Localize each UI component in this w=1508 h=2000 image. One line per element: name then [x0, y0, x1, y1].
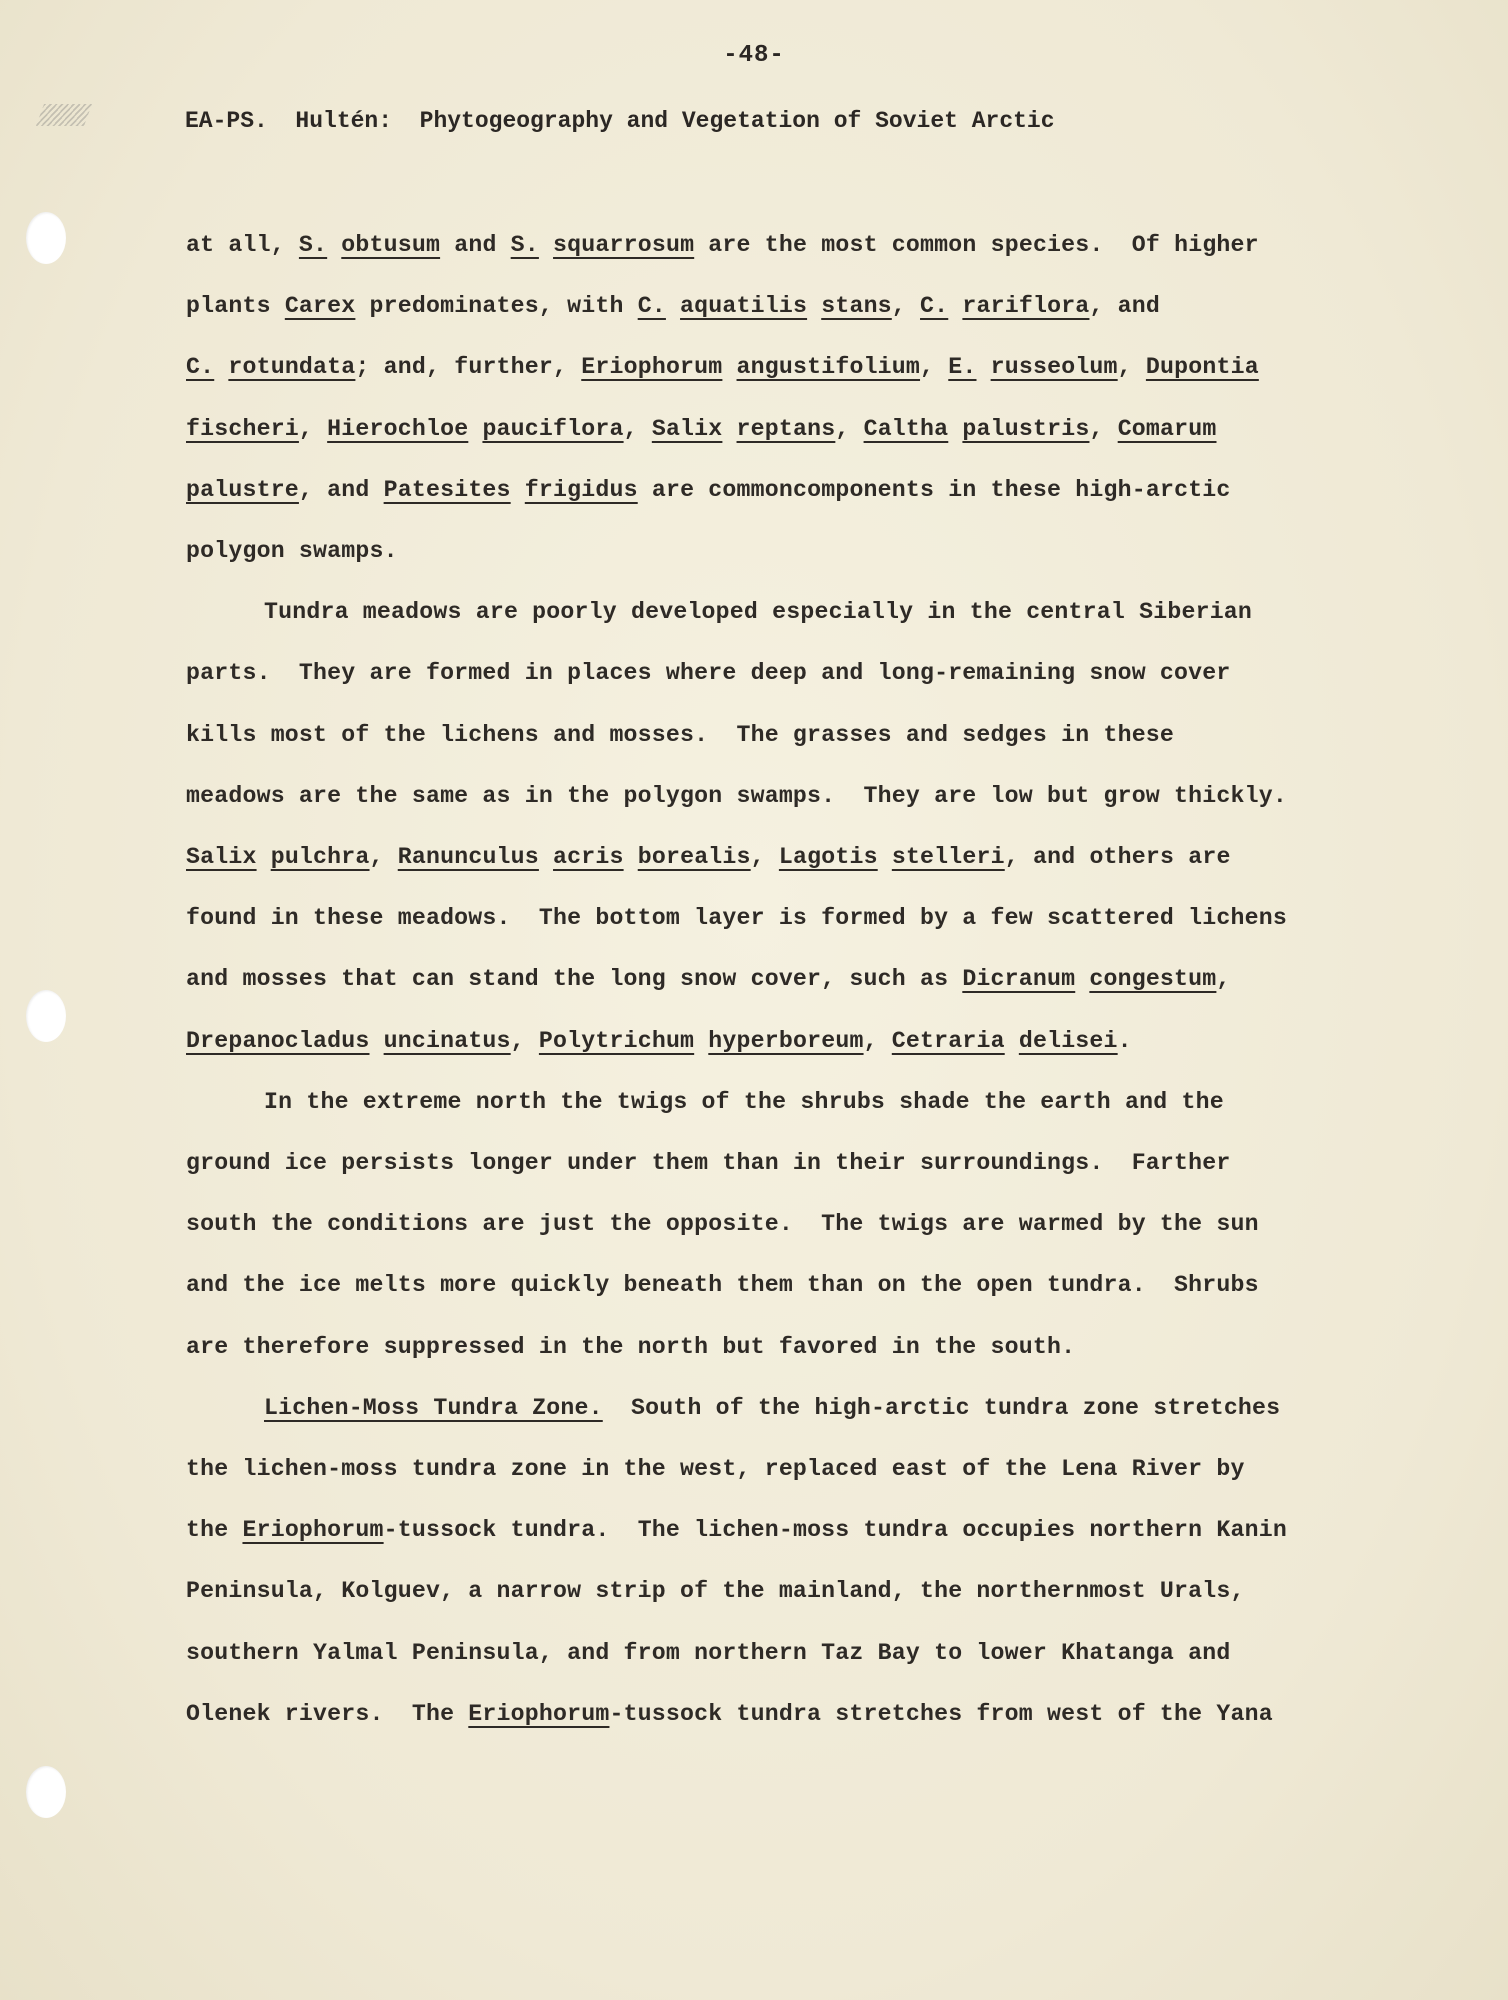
text-line — [186, 783, 1287, 809]
text-segment: -tussock tundra stretches from west of the Yana — [609, 1700, 1273, 1727]
text-line — [186, 293, 1160, 319]
underlined-term: borealis — [637, 844, 751, 870]
text-segment — [666, 293, 680, 319]
punch-hole — [26, 1766, 66, 1818]
underlined-term: Drepanocladus — [186, 1027, 370, 1054]
text-segment: ground ice persists longer under them than in their surroundings. Farther — [186, 1150, 1231, 1176]
underlined-term: rotundata — [228, 354, 356, 381]
text-line — [264, 1395, 1280, 1421]
underlined-term: Eriophorum — [242, 1517, 384, 1544]
text-segment: Olenek rivers. The — [186, 1700, 469, 1727]
text-line — [186, 1456, 1245, 1482]
underlined-term: obtusum — [341, 232, 441, 258]
underlined-term: Caltha — [863, 415, 949, 442]
underlined-term: frigidus — [524, 476, 638, 503]
underlined-term: S. — [298, 232, 328, 258]
text-segment — [370, 1028, 384, 1054]
underlined-term: Cetraria — [891, 1027, 1005, 1054]
text-line — [186, 966, 1231, 992]
underlined-term: palustre — [186, 476, 299, 503]
text-segment: parts. They are formed in places where deep and long-remaining snow cover — [186, 660, 1231, 687]
text-segment: the lichen-moss tundra zone in the west, replaced east of the Lena River by — [186, 1456, 1245, 1482]
text-segment — [468, 416, 482, 442]
text-segment: , — [298, 415, 328, 442]
text-segment: , — [1216, 966, 1231, 993]
underlined-term: stelleri — [891, 844, 1005, 870]
text-line — [186, 1150, 1231, 1176]
text-segment: , — [1117, 354, 1146, 381]
underlined-term: reptans — [736, 415, 836, 442]
underlined-term: russeolum — [990, 354, 1118, 381]
underlined-term: pulchra — [270, 844, 370, 870]
punch-hole — [26, 990, 66, 1042]
text-segment: , — [750, 844, 779, 870]
underlined-term: Dupontia — [1145, 354, 1259, 381]
text-line — [186, 1211, 1259, 1237]
text-segment: . — [1117, 1027, 1132, 1054]
text-segment: ; and, further, — [355, 354, 582, 381]
underlined-term: rariflora — [962, 293, 1090, 320]
underlined-term: Lichen-Moss Tundra Zone. — [264, 1394, 603, 1421]
text-segment: south the conditions are just the opposite. The twigs are warmed by the sun — [186, 1211, 1259, 1238]
text-line — [186, 1334, 1075, 1360]
underlined-term: squarrosum — [553, 232, 695, 258]
underlined-term: angustifolium — [736, 354, 921, 381]
underlined-term: Patesites — [383, 476, 511, 503]
text-segment: , — [891, 293, 921, 320]
text-segment — [948, 416, 962, 442]
text-line — [186, 660, 1231, 686]
underlined-term: Eriophorum — [581, 354, 723, 381]
text-segment: , — [1089, 415, 1118, 442]
text-segment: -tussock tundra. The lichen-moss tundra occupies northern Kanin — [383, 1517, 1287, 1544]
underlined-term: acris — [553, 844, 624, 870]
text-segment: , — [369, 844, 398, 870]
underlined-term: Comarum — [1117, 415, 1217, 442]
text-line — [264, 1089, 1224, 1115]
text-line — [186, 905, 1287, 931]
underlined-term: uncinatus — [383, 1027, 511, 1054]
text-line — [186, 1517, 1287, 1543]
text-segment: , — [623, 415, 652, 442]
underlined-term: fischeri — [186, 415, 299, 442]
underlined-term: Salix — [186, 844, 257, 870]
text-segment — [214, 354, 228, 380]
text-line — [186, 354, 1259, 380]
text-segment: found in these meadows. The bottom layer is formed by a few scattered lichens — [186, 905, 1287, 932]
underlined-term: stans — [821, 293, 892, 320]
text-segment: Tundra meadows are poorly developed especially in the central Siberian — [264, 599, 1253, 626]
underlined-term: palustris — [962, 415, 1090, 442]
text-segment: , — [510, 1027, 539, 1054]
text-segment: the — [186, 1517, 243, 1544]
underlined-term: Hierochloe — [327, 415, 469, 442]
underlined-term: pauciflora — [482, 415, 624, 442]
text-segment: plants — [186, 293, 285, 320]
text-segment — [878, 844, 892, 870]
text-segment — [948, 293, 962, 319]
text-line — [186, 1701, 1273, 1727]
text-segment — [539, 844, 553, 870]
text-segment — [977, 354, 991, 380]
text-line — [186, 1640, 1231, 1666]
text-line — [186, 538, 398, 564]
text-segment: , — [863, 1027, 892, 1054]
text-segment: , — [920, 354, 949, 381]
underlined-term: aquatilis — [680, 293, 808, 320]
text-segment — [624, 844, 638, 870]
text-segment: at all, — [186, 232, 299, 258]
underlined-term: Eriophorum — [468, 1700, 610, 1727]
text-line — [186, 1028, 1132, 1054]
text-segment — [539, 232, 553, 258]
underlined-term: Dicranum — [962, 966, 1076, 993]
text-segment — [722, 354, 736, 380]
underlined-term: C. — [920, 293, 949, 320]
text-segment: , — [835, 415, 864, 442]
text-line — [186, 722, 1174, 748]
text-line — [186, 477, 1231, 503]
text-segment: and the ice melts more quickly beneath them than on the open tundra. Shrubs — [186, 1272, 1259, 1299]
text-segment: , and others are — [1004, 844, 1231, 870]
text-line — [186, 1272, 1259, 1298]
text-segment: are therefore suppressed in the north but favored in the south. — [186, 1333, 1076, 1360]
text-segment — [1005, 1028, 1019, 1054]
text-line — [186, 416, 1217, 442]
text-segment: meadows are the same as in the polygon swamps. They are low but grow thickly. — [186, 782, 1287, 809]
underlined-term: Ranunculus — [397, 844, 539, 870]
text-segment: are commoncomponents in these high-arctic — [637, 476, 1231, 503]
underlined-term: Salix — [651, 415, 723, 442]
text-segment: and mosses that can stand the long snow cover, such as — [186, 966, 963, 993]
text-segment — [511, 477, 525, 503]
text-segment: kills most of the lichens and mosses. The grasses and sedges in these — [186, 721, 1175, 748]
underlined-term: Polytrichum — [538, 1027, 695, 1054]
text-segment — [1075, 966, 1089, 992]
text-segment: southern Yalmal Peninsula, and from northern Taz Bay to lower Khatanga and — [186, 1639, 1231, 1666]
text-segment: , and — [298, 476, 384, 503]
text-segment: polygon swamps. — [186, 538, 398, 564]
underlined-term: S. — [510, 232, 539, 258]
text-line — [264, 599, 1252, 625]
text-line — [186, 232, 1259, 258]
underlined-term: E. — [948, 354, 977, 381]
text-segment — [694, 1028, 708, 1054]
text-segment: In the extreme north the twigs of the shrubs shade the earth and the — [264, 1088, 1224, 1115]
text-segment — [327, 232, 341, 258]
text-segment — [807, 293, 821, 319]
pencil-mark — [36, 104, 92, 126]
underlined-term: C. — [637, 293, 666, 320]
page-number: -48- — [723, 42, 785, 69]
underlined-term: delisei — [1018, 1027, 1118, 1054]
document-header: EA-PS. Hultén: Phytogeography and Vegetation of Soviet Arctic — [185, 108, 1055, 134]
punch-hole — [26, 212, 66, 264]
text-segment: Peninsula, Kolguev, a narrow strip of the mainland, the northernmost Urals, — [186, 1578, 1245, 1605]
text-segment — [722, 416, 736, 442]
underlined-term: Carex — [284, 293, 356, 320]
text-line — [186, 844, 1231, 870]
text-line — [186, 1578, 1245, 1604]
text-segment: and — [440, 232, 511, 258]
text-segment: predominates, with — [355, 293, 638, 320]
text-segment — [257, 844, 271, 870]
text-segment: South of the high-arctic tundra zone stretches — [602, 1394, 1281, 1421]
underlined-term: congestum — [1089, 966, 1217, 993]
underlined-term: C. — [186, 354, 215, 381]
text-segment: , and — [1089, 293, 1161, 320]
text-segment: are the most common species. Of higher — [694, 232, 1259, 258]
underlined-term: Lagotis — [778, 844, 878, 870]
underlined-term: hyperboreum — [708, 1027, 864, 1054]
